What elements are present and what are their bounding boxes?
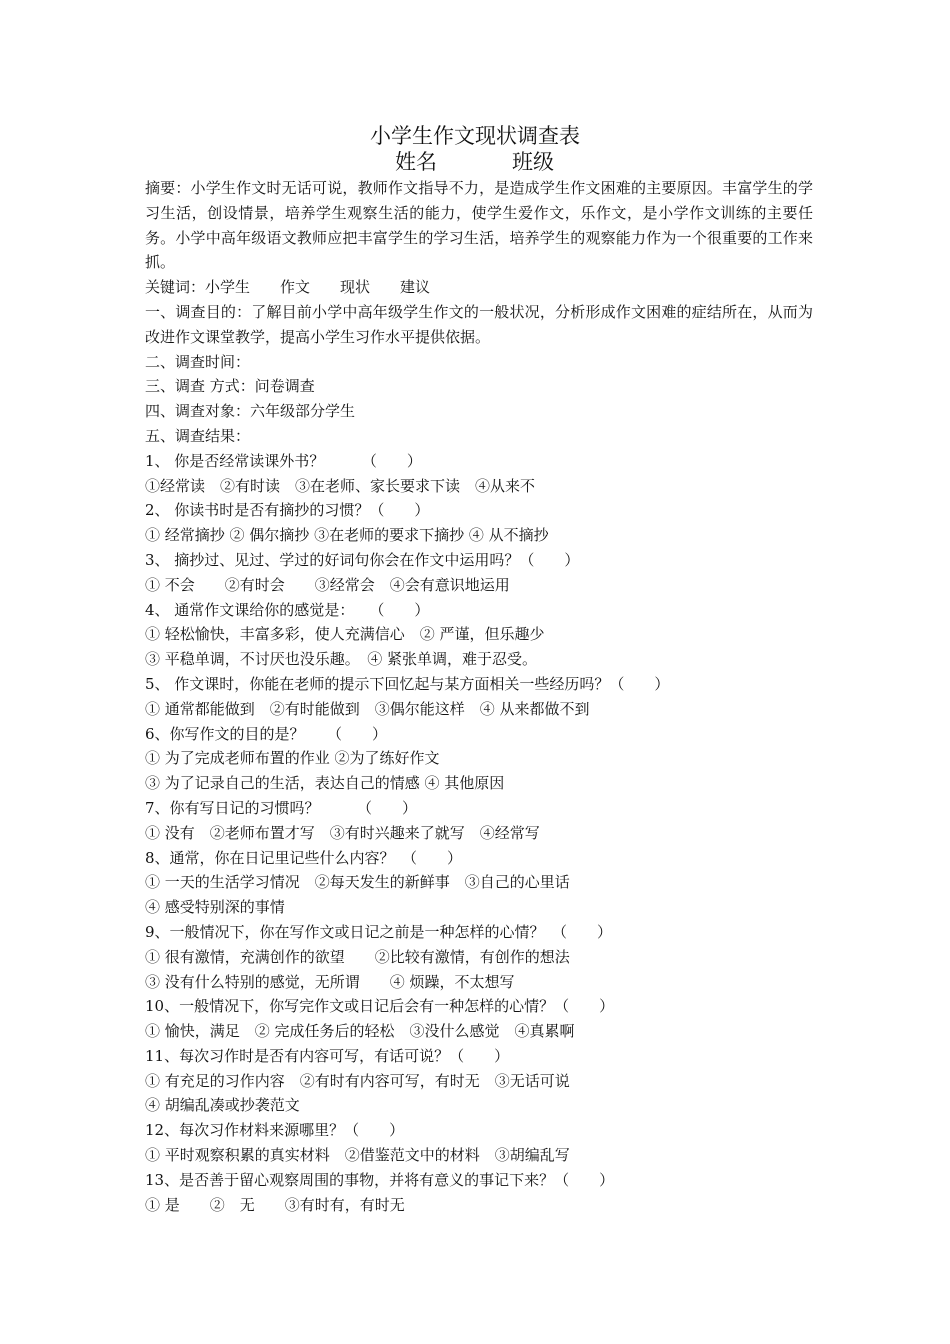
option-line: ④ 感受特别深的事情 (145, 898, 285, 917)
question-line: 8、通常，你在日记里记些什么内容？ （ ） (145, 848, 463, 867)
abstract-paragraph: 摘要：小学生作文时无话可说，教师作文指导不力，是造成学生作文困难的主要原因。丰富学生的学习生活，创设情景，培养学生观察生活的能力，使学生爱作文，乐作文，是小学作文训练的主要任务。小学中高年级语文教师应把丰富学生的学习生活，培养学生的观察能力作为一个很重要的工作来抓。 (145, 179, 813, 272)
keywords-line: 关键词：小学生 作文 现状 建议 (145, 278, 431, 297)
option-line: ① 有充足的习作内容 ②有时有内容可写，有时无 ③无话可说 (145, 1071, 570, 1090)
option-line: ① 没有 ②老师布置才写 ③有时兴趣来了就写 ④经常写 (145, 823, 540, 842)
option-line: ① 通常都能做到 ②有时能做到 ③偶尔能这样 ④ 从来都做不到 (145, 699, 590, 718)
question-line: 11、每次习作时是否有内容可写，有话可说？（ ） (145, 1046, 510, 1065)
section-method: 三、调查 方式：问卷调查 (145, 377, 315, 396)
section-subjects: 四、调查对象：六年级部分学生 (145, 402, 356, 421)
option-line: ① 经常摘抄 ② 偶尔摘抄 ③在老师的要求下摘抄 ④ 从不摘抄 (145, 526, 549, 545)
name-class-line (0, 148, 950, 176)
option-line: ①经常读 ②有时读 ③在老师、家长要求下读 ④从来不 (145, 476, 536, 495)
option-line: ① 是 ② 无 ③有时有，有时无 (145, 1195, 405, 1214)
option-line: ① 愉快，满足 ② 完成任务后的轻松 ③没什么感觉 ④真累啊 (145, 1022, 575, 1041)
document-body (145, 176, 813, 1217)
class-label: 班级 (512, 150, 554, 174)
question-line: 13、是否善于留心观察周围的事物，并将有意义的事记下来？（ ） (145, 1170, 615, 1189)
section-purpose: 一、调查目的：了解目前小学中高年级学生作文的一般状况，分析形成作文困难的症结所在，从而为改进作文课堂教学，提高小学生习作水平提供依据。 (145, 302, 813, 346)
question-line: 9、一般情况下，你在写作文或日记之前是一种怎样的心情？ （ ） (145, 922, 613, 941)
document-title: 小学生作文现状调查表 (370, 124, 580, 148)
question-line: 5、 作文课时，你能在老师的提示下回忆起与某方面相关一些经历吗？（ ） (145, 674, 670, 693)
question-line: 4、 通常作文课给你的感觉是： （ ） (145, 600, 430, 619)
name-label: 姓名 (395, 150, 437, 174)
option-line: ③ 没有什么特别的感觉，无所谓 ④ 烦躁，不太想写 (145, 972, 515, 991)
question-line: 3、 摘抄过、见过、学过的好词句你会在作文中运用吗？（ ） (145, 550, 580, 569)
option-line: ① 一天的生活学习情况 ②每天发生的新鲜事 ③自己的心里话 (145, 873, 570, 892)
option-line: ① 平时观察积累的真实材料 ②借鉴范文中的材料 ③胡编乱写 (145, 1146, 570, 1165)
option-line: ① 不会 ②有时会 ③经常会 ④会有意识地运用 (145, 575, 510, 594)
question-line: 10、一般情况下，你写完作文或日记后会有一种怎样的心情？（ ） (145, 997, 615, 1016)
section-results: 五、调查结果： (145, 426, 251, 445)
option-line: ③ 为了记录自己的生活，表达自己的情感 ④ 其他原因 (145, 774, 505, 793)
question-line: 2、 你读书时是否有摘抄的习惯？（ ） (145, 501, 430, 520)
question-line: 12、每次习作材料来源哪里？（ ） (145, 1121, 405, 1140)
option-line: ③ 平稳单调，不讨厌也没乐趣。 ④ 紧张单调，难于忍受。 (145, 650, 538, 669)
option-line: ① 为了完成老师布置的作业 ②为了练好作文 (145, 749, 440, 768)
section-time: 二、调查时间： (145, 352, 251, 371)
question-line: 6、你写作文的目的是？ （ ） (145, 724, 388, 743)
question-line: 7、你有写日记的习惯吗？ （ ） (145, 798, 418, 817)
question-line: 1、 你是否经常读课外书？ （ ） (145, 451, 422, 470)
option-line: ① 轻松愉快，丰富多彩，使人充满信心 ② 严谨，但乐趣少 (145, 625, 545, 644)
option-line: ④ 胡编乱凑或抄袭范文 (145, 1096, 300, 1115)
option-line: ① 很有激情，充满创作的欲望 ②比较有激情，有创作的想法 (145, 947, 570, 966)
